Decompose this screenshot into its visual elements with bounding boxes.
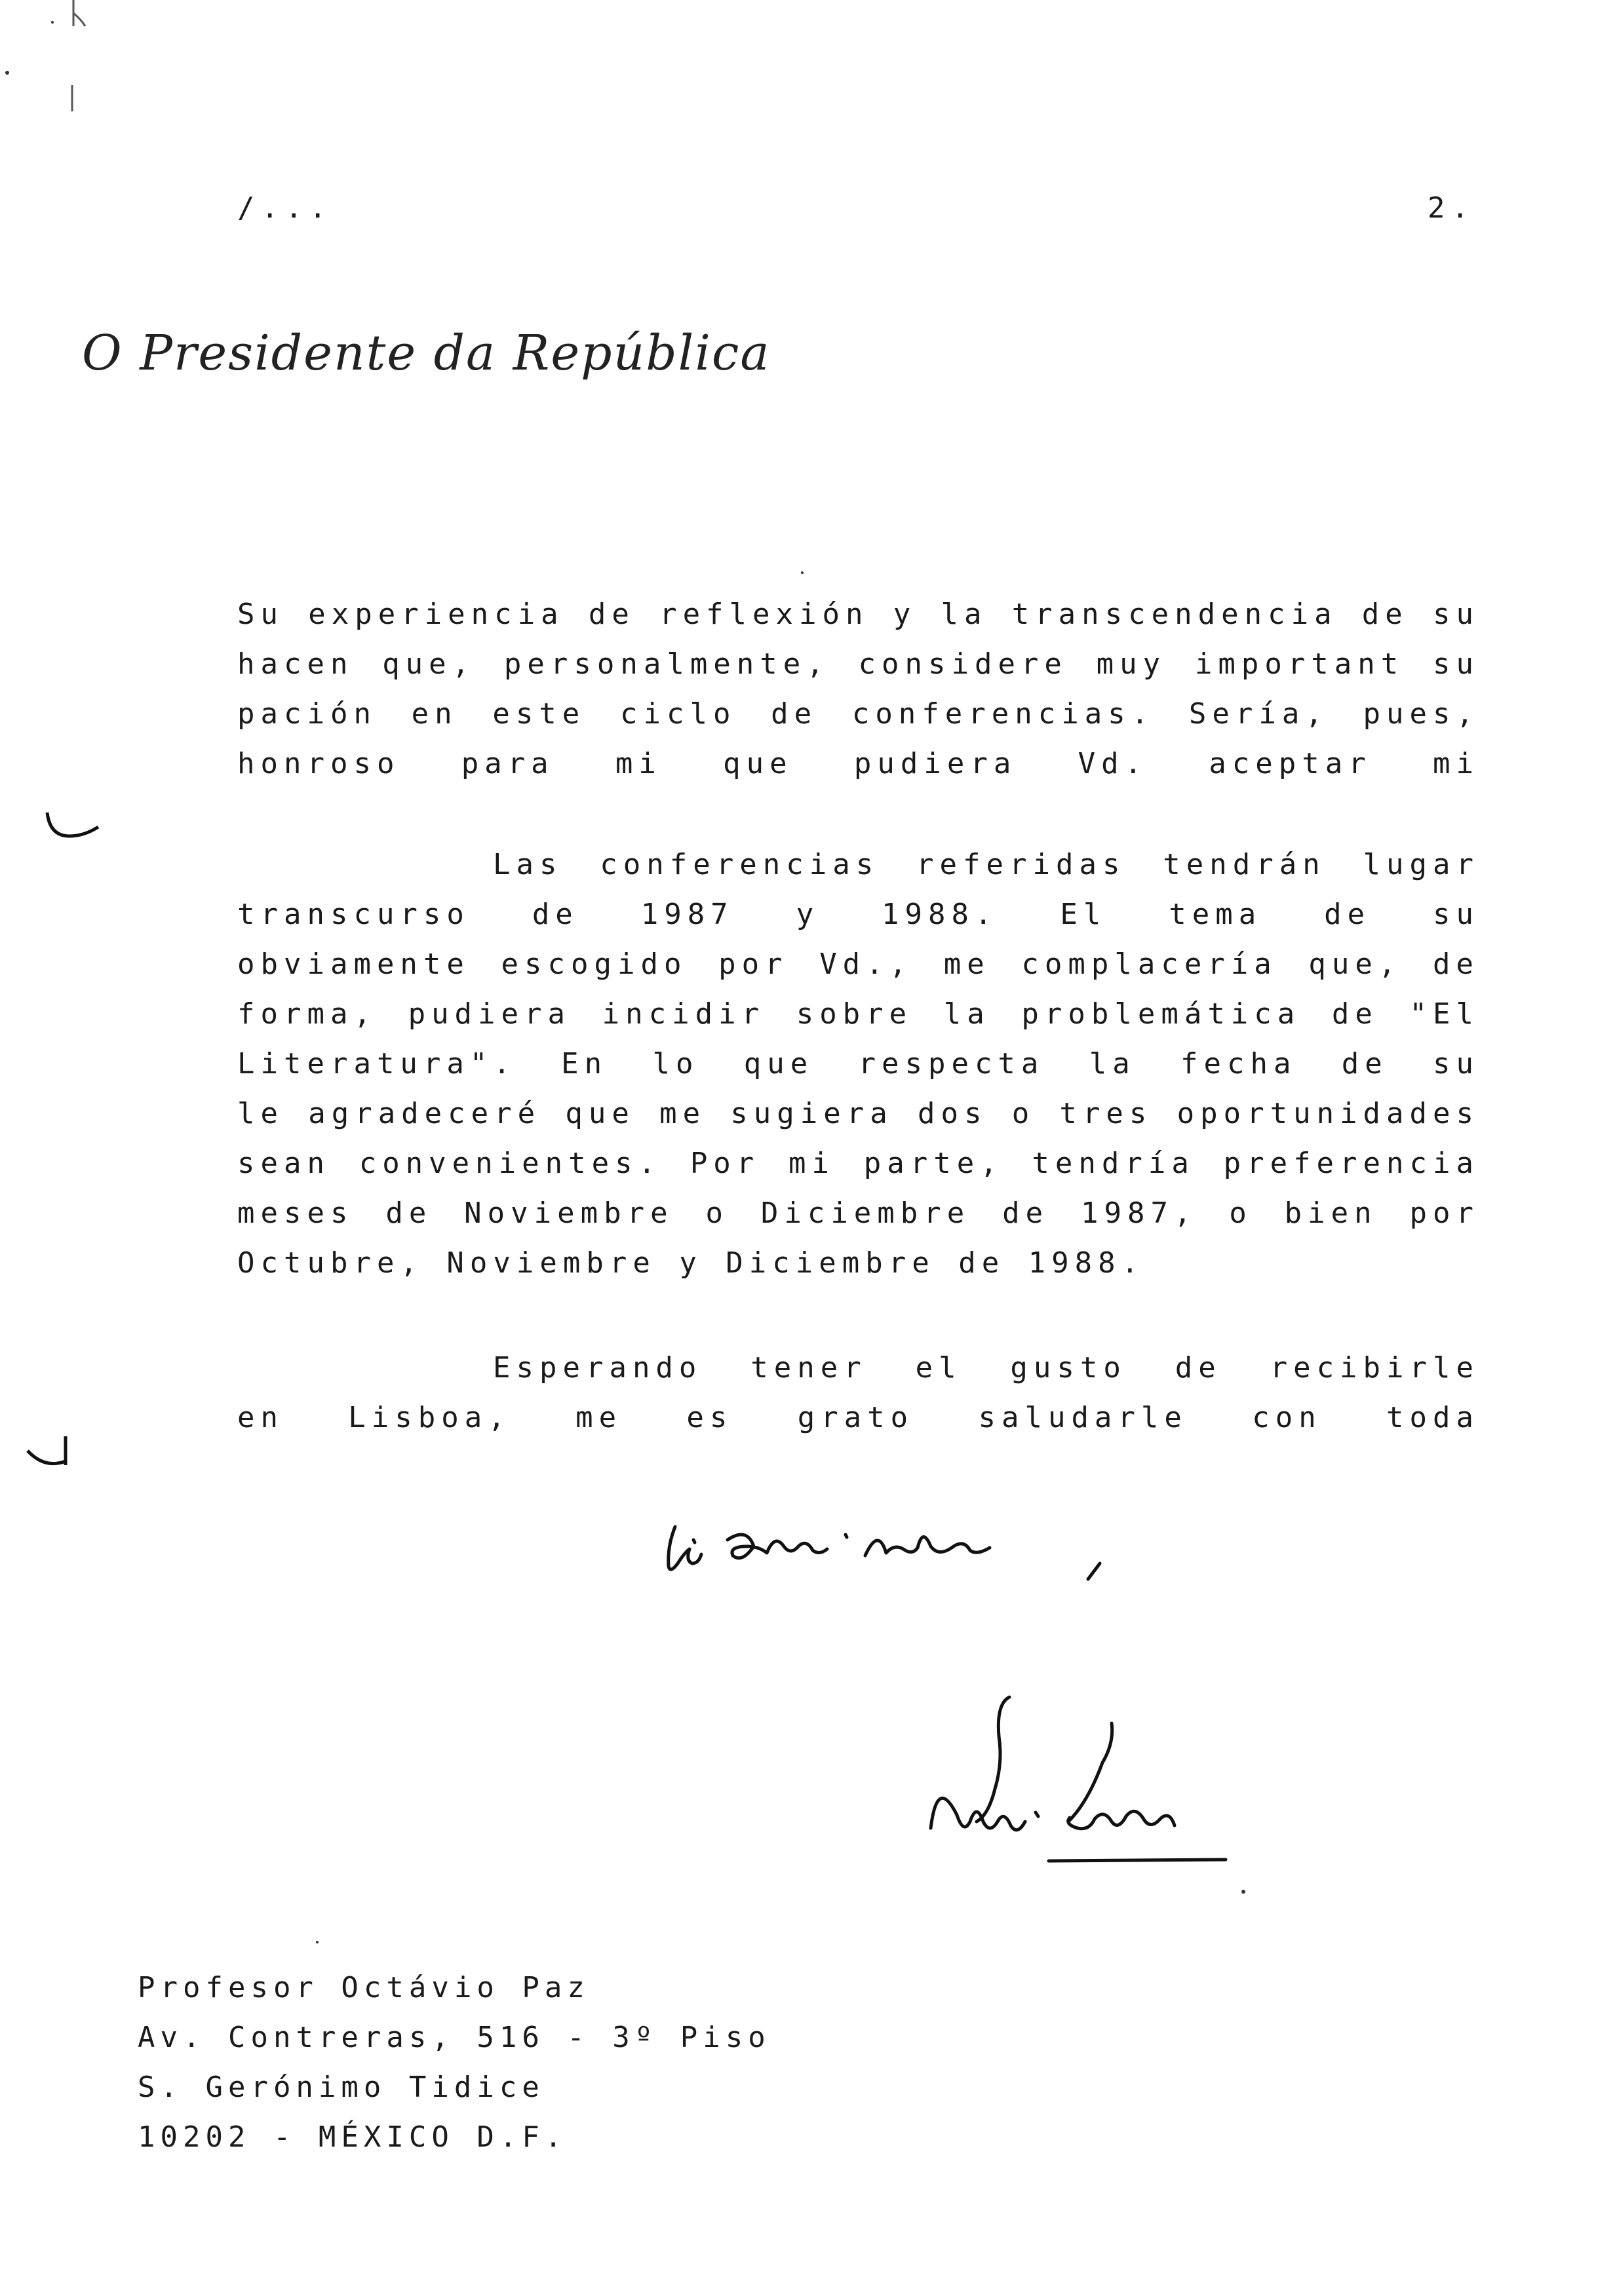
- scan-speck: [1241, 1890, 1245, 1894]
- paragraph-line: obviamente escogido por Vd., me complacería que, de: [237, 947, 1479, 981]
- continuation-mark: /...: [237, 191, 333, 225]
- paragraph-line: Literatura". En lo que respecta la fecha de su: [237, 1047, 1479, 1081]
- scan-speck: [5, 71, 9, 75]
- paragraph-line: hacen que, personalmente, considere muy important su: [237, 647, 1479, 681]
- letterhead: O Presidente da República: [82, 325, 771, 381]
- scan-speck: [51, 21, 54, 24]
- punch-mark: [25, 1428, 84, 1481]
- paragraph-line: forma, pudiera incidir sobre la problemática de "El: [237, 997, 1479, 1031]
- scan-mark: [66, 0, 92, 111]
- paragraph-line: meses de Noviembre o Diciembre de 1987, o bien por: [237, 1196, 1479, 1230]
- paragraph-line: le agradeceré que me sugiera dos o tres oportunidades: [237, 1097, 1479, 1130]
- paragraph-line: Esperando tener el gusto de recibirle: [493, 1351, 1479, 1385]
- punch-mark: [43, 810, 102, 849]
- address-line: Av. Contreras, 516 - 3º Piso: [138, 2021, 771, 2054]
- paragraph-line: Octubre, Noviembre y Diciembre de 1988.: [237, 1246, 1145, 1280]
- paragraph-line: pación en este ciclo de conferencias. Sería, pues,: [237, 697, 1479, 731]
- handwritten-closing: [655, 1501, 1127, 1599]
- paragraph-1: [237, 590, 1479, 789]
- scan-speck: [316, 1941, 319, 1943]
- paragraph-line: transcurso de 1987 y 1988. El tema de su: [237, 898, 1479, 931]
- paragraph-line: sean convenientes. Por mi parte, tendría preferencia: [237, 1147, 1479, 1180]
- address-line: Profesor Octávio Paz: [138, 1971, 590, 2004]
- scan-speck: [801, 571, 804, 574]
- signature: [918, 1664, 1285, 1907]
- page-number: 2.: [1428, 191, 1475, 225]
- recipient-address: [138, 1963, 771, 2162]
- paragraph-line: honroso para mi que pudiera Vd. aceptar mi: [237, 747, 1479, 780]
- paragraph-3: [237, 1343, 1479, 1443]
- address-line: S. Gerónimo Tidice: [138, 2071, 545, 2104]
- address-line: 10202 - MÉXICO D.F.: [138, 2120, 568, 2154]
- paragraph-line: Su experiencia de reflexión y la transcendencia de su: [237, 598, 1479, 631]
- paragraph-line: en Lisboa, me es grato saludarle con toda: [237, 1401, 1479, 1434]
- paragraph-line: Las conferencias referidas tendrán lugar: [493, 848, 1479, 881]
- paragraph-2: [237, 840, 1479, 1288]
